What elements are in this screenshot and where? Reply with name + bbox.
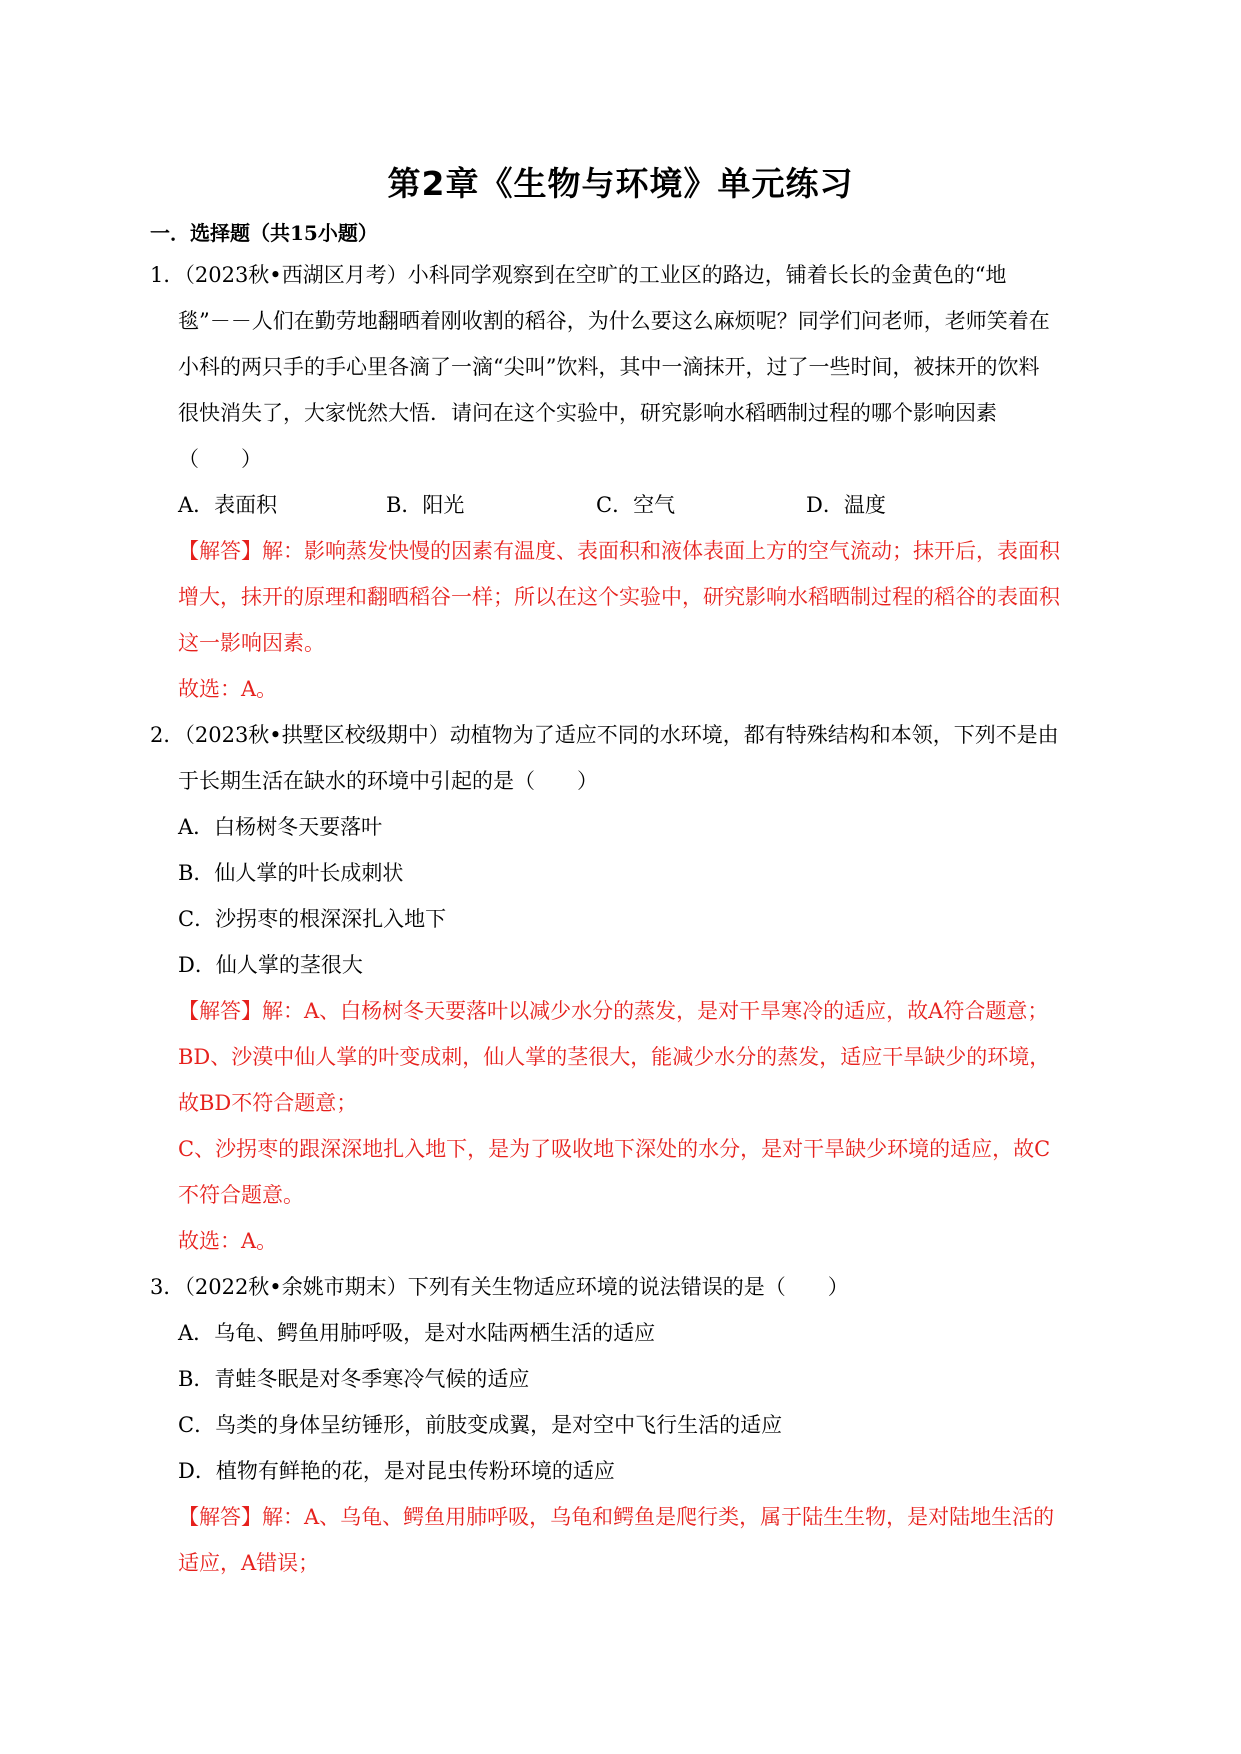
question-1-line: （ ）: [178, 447, 262, 471]
question-3-option-d: D．植物有鲜艳的花，是对昆虫传粉环境的适应: [178, 1459, 615, 1483]
question-2-answer-line: 【解答】解：A、白杨树冬天要落叶以减少水分的蒸发，是对干旱寒冷的适应，故A符合题意；: [178, 999, 1049, 1023]
question-1-line: 毯”－－人们在勤劳地翻晒着刚收割的稻谷，为什么要这么麻烦呢？同学们问老师，老师笑着在: [178, 309, 1050, 333]
question-2-option-a: A．白杨树冬天要落叶: [178, 815, 383, 839]
question-2-option-d: D．仙人掌的茎很大: [178, 953, 363, 977]
question-1-answer-line: 增大，抹开的原理和翻晒稻谷一样；所以在这个实验中，研究影响水稻晒制过程的稻谷的表面积: [178, 585, 1060, 609]
question-2-line: 于长期生活在缺水的环境中引起的是（ ）: [178, 769, 598, 793]
question-2-option-b: B．仙人掌的叶长成刺状: [178, 861, 404, 885]
question-3-option-b: B．青蛙冬眠是对冬季寒冷气候的适应: [178, 1367, 530, 1391]
question-2-option-c: C．沙拐枣的根深深扎入地下: [178, 907, 447, 931]
question-1-option-a: A．表面积: [178, 493, 278, 517]
question-2-answer-line: BD、沙漠中仙人掌的叶变成刺，仙人掌的茎很大，能减少水分的蒸发，适应干旱缺少的环境，: [178, 1045, 1051, 1069]
question-2-line: 2．（2023秋•拱墅区校级期中）动植物为了适应不同的水环境，都有特殊结构和本领，下列不是由: [150, 723, 1059, 747]
question-1-line: 很快消失了，大家恍然大悟．请问在这个实验中，研究影响水稻晒制过程的哪个影响因素: [178, 401, 997, 425]
question-1-option-b: B．阳光: [386, 493, 465, 517]
question-2-choice: 故选：A。: [178, 1229, 278, 1253]
question-3-option-c: C．鸟类的身体呈纺锤形，前肢变成翼，是对空中飞行生活的适应: [178, 1413, 783, 1437]
question-1-choice: 故选：A。: [178, 677, 278, 701]
question-3-answer-line: 适应，A错误；: [178, 1551, 320, 1575]
question-1-answer-line: 这一影响因素。: [178, 631, 325, 655]
question-2-answer-line: C、沙拐枣的跟深深地扎入地下，是为了吸收地下深处的水分，是对干旱缺少环境的适应，故C: [178, 1137, 1051, 1161]
section-heading: 一．选择题（共15小题）: [150, 221, 378, 245]
page-title: 第2章《生物与环境》单元练习: [387, 164, 854, 203]
question-2-answer-line: 故BD不符合题意；: [178, 1091, 358, 1115]
question-3-line: 3．（2022秋•余姚市期末）下列有关生物适应环境的说法错误的是（ ）: [150, 1275, 849, 1299]
question-1-line: 1．（2023秋•西湖区月考）小科同学观察到在空旷的工业区的路边，铺着长长的金黄色的“地: [150, 263, 1007, 287]
question-3-answer-line: 【解答】解：A、乌龟、鳄鱼用肺呼吸，乌龟和鳄鱼是爬行类，属于陆生生物，是对陆地生活的: [178, 1505, 1055, 1529]
question-1-answer-line: 【解答】解：影响蒸发快慢的因素有温度、表面积和液体表面上方的空气流动；抹开后，表面积: [178, 539, 1060, 563]
question-2-answer-line: 不符合题意。: [178, 1183, 304, 1207]
question-1-option-d: D．温度: [806, 493, 886, 517]
question-3-option-a: A．乌龟、鳄鱼用肺呼吸，是对水陆两栖生活的适应: [178, 1321, 656, 1345]
question-1-line: 小科的两只手的手心里各滴了一滴“尖叫”饮料，其中一滴抹开，过了一些时间，被抹开的饮料: [178, 355, 1040, 379]
question-1-option-c: C．空气: [596, 493, 676, 517]
